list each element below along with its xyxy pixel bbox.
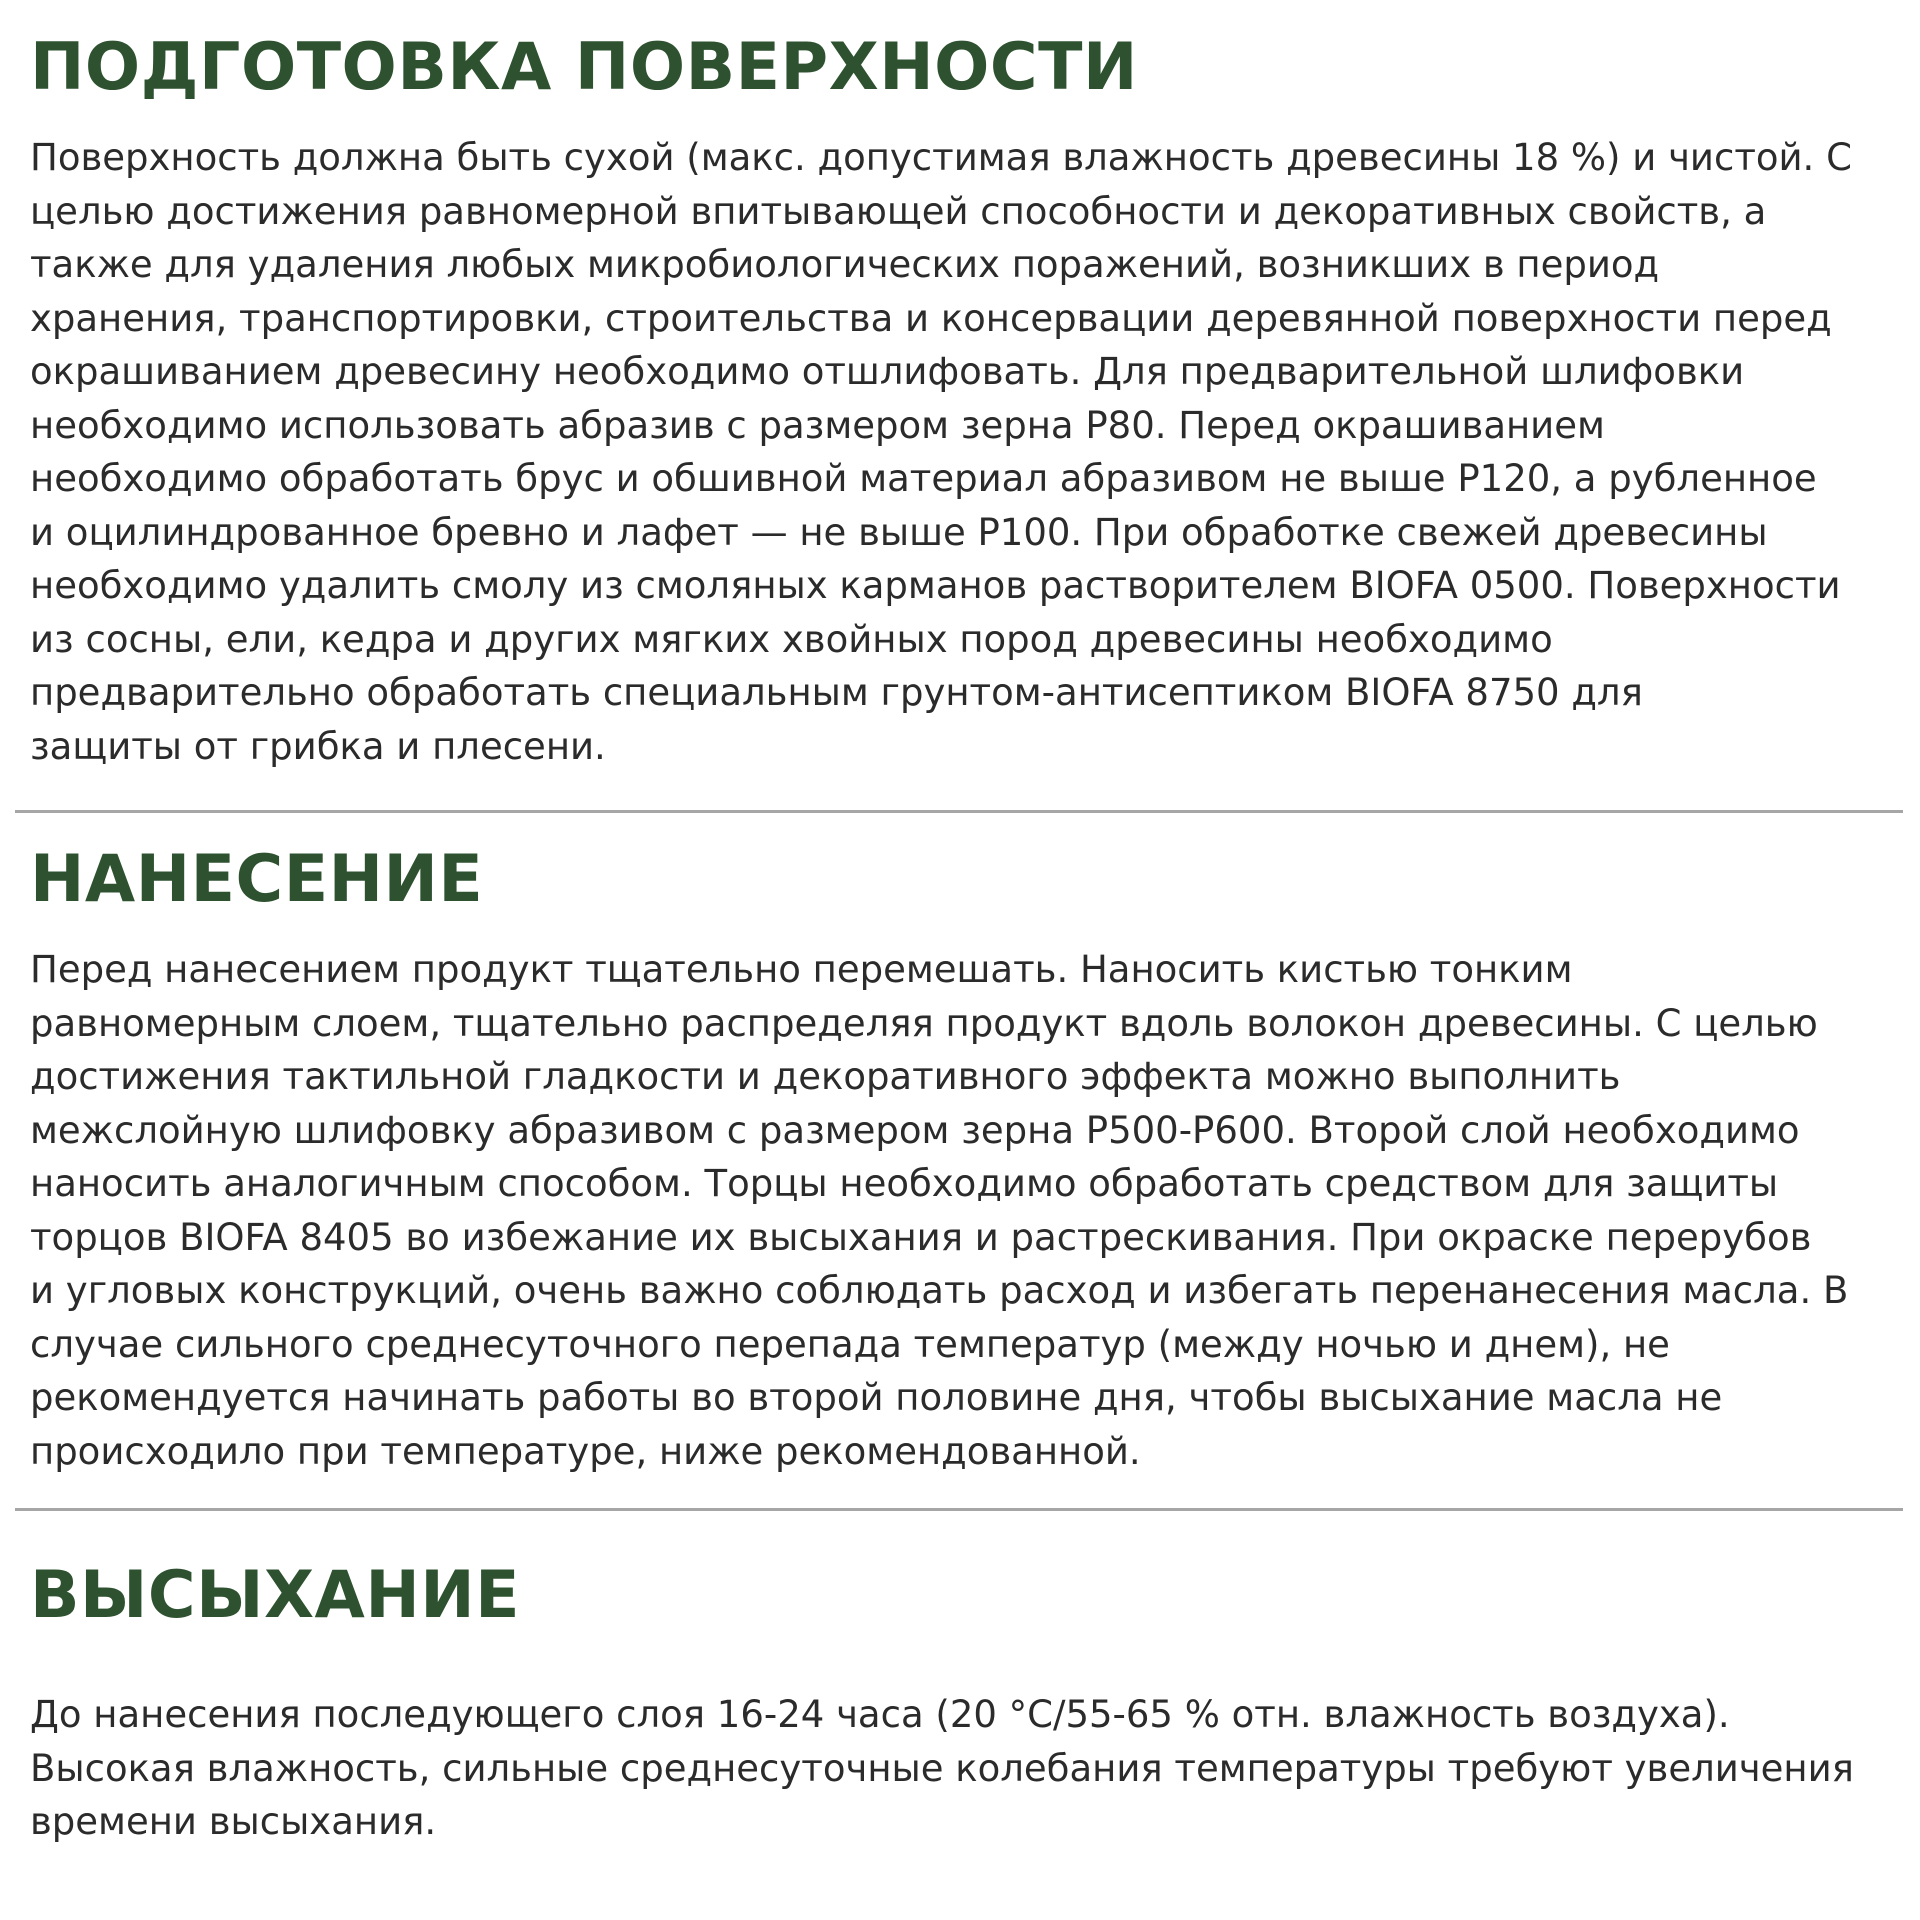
section-divider xyxy=(15,810,1903,813)
surface-preparation-text: Поверхность должна быть сухой (макс. допустимая влажность древесины 18 %) и чистой. С целью достижения равномерной впитывающей способности и декоративных свойств, а также для удаления любых микробиологических поражений, возникших в период хранения, транспортировки, строительства и консервации деревянной поверхности перед окрашиванием древесину необходимо отшлифовать. Для предварительной шлифовки необходимо использовать абразив с размером зерна Р80. Перед окрашиванием необходимо обработать брус и обшивной материал абразивом не выше Р120, а рубленное и оцилиндрованное бревно и лафет — не выше Р100. При обработке свежей древесины необходимо удалить смолу из смоляных карманов растворителем BIOFA 0500. Поверхности из сосны, ели, кедра и других мягких хвойных пород древесины необходимо предварительно обработать специальным грунтом-антисептиком BIOFA 8750 для защиты от грибка и плесени. xyxy=(30,136,1852,768)
application-heading: НАНЕСЕНИЕ xyxy=(30,842,484,917)
application-text: Перед нанесением продукт тщательно перемешать. Наносить кистью тонким равномерным слоем, тщательно распределяя продукт вдоль волокон древесины. С целью достижения тактильной гладкости и декоративного эффекта можно выполнить межслойную шлифовку абразивом с размером зерна Р500-Р600. Второй слой необходимо наносить аналогичным способом. Торцы необходимо обработать средством для защиты торцов BIOFA 8405 во избежание их высыхания и растрескивания. При окраске перерубов и угловых конструкций, очень важно соблюдать расход и избегать перенанесения масла. В случае сильного среднесуточного перепада температур (между ночью и днем), не рекомендуется начинать работы во второй половине дня, чтобы высыхание масла не происходило при температуре, ниже рекомендованной. xyxy=(30,948,1849,1473)
surface-preparation-section xyxy=(30,28,1910,773)
drying-section xyxy=(30,1556,1910,1849)
application-section xyxy=(30,840,1910,1478)
section-divider xyxy=(15,1508,1903,1511)
surface-preparation-heading: ПОДГОТОВКА ПОВЕРХНОСТИ xyxy=(30,30,1138,105)
drying-heading: ВЫСЫХАНИЕ xyxy=(30,1558,521,1633)
drying-text: До нанесения последующего слоя 16-24 часа (20 °С/55-65 % отн. влажность воздуха). Высокая влажность, сильные среднесуточные колебания температуры требуют увеличения времени высыхания. xyxy=(30,1693,1854,1843)
